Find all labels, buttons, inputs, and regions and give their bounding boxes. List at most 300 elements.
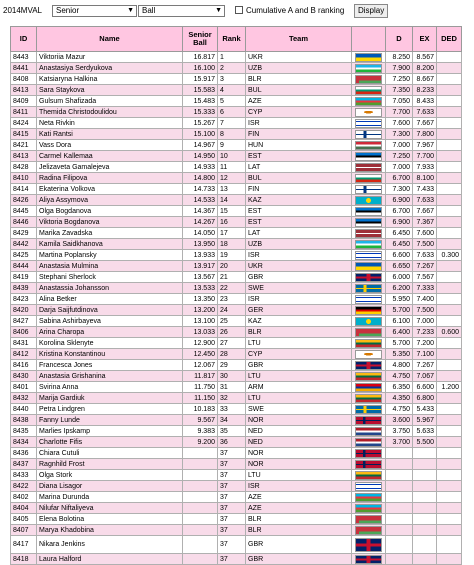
ltu-flag-icon — [355, 339, 382, 348]
cell-ex: 5.500 — [413, 437, 437, 448]
cell-ex: 7.700 — [413, 151, 437, 162]
header-id[interactable]: ID — [11, 27, 37, 52]
cell-d: 5.950 — [386, 294, 413, 305]
cell-id: 8420 — [11, 305, 37, 316]
cell-team: EST — [246, 151, 352, 162]
table-row — [11, 184, 462, 195]
cell-name: Marlies Ipskamp — [37, 426, 183, 437]
event-code-label: 2014MVAL — [3, 6, 42, 15]
cell-ded — [437, 470, 462, 481]
est-flag-icon — [355, 218, 382, 227]
flag-cell — [352, 294, 386, 305]
cell-ded — [437, 52, 462, 63]
cell-team: GBR — [246, 272, 352, 283]
cell-ex — [413, 514, 437, 525]
cell-ded — [437, 514, 462, 525]
cell-ded — [437, 195, 462, 206]
cell-id: 8441 — [11, 63, 37, 74]
flag-cell — [352, 492, 386, 503]
cell-ex: 7.233 — [413, 327, 437, 338]
flag-cell — [352, 107, 386, 118]
cell-team: FIN — [246, 184, 352, 195]
cell-ded — [437, 283, 462, 294]
cell-ded — [437, 525, 462, 536]
cell-id: 8435 — [11, 426, 37, 437]
cell-d — [386, 459, 413, 470]
flag-cell — [352, 437, 386, 448]
flag-cell — [352, 360, 386, 371]
cell-rank: 37 — [218, 481, 246, 492]
cell-senior-ball: 13.100 — [183, 316, 218, 327]
cell-team: GBR — [246, 554, 352, 565]
cell-team: BUL — [246, 173, 352, 184]
cell-senior-ball — [183, 525, 218, 536]
cell-ded — [437, 360, 462, 371]
cell-id: 8424 — [11, 118, 37, 129]
cell-ex — [413, 492, 437, 503]
isr-flag-icon — [355, 251, 382, 260]
cell-ded — [437, 261, 462, 272]
cell-id: 8432 — [11, 393, 37, 404]
cell-name: Anastasiya Serdyukova — [37, 63, 183, 74]
flag-cell — [352, 239, 386, 250]
table-row — [11, 206, 462, 217]
cell-id: 8410 — [11, 173, 37, 184]
cell-rank: 37 — [218, 492, 246, 503]
cell-name: Olga Bogdanova — [37, 206, 183, 217]
cell-rank: 12 — [218, 173, 246, 184]
cell-ex — [413, 554, 437, 565]
cell-id: 8413 — [11, 85, 37, 96]
cell-ded — [437, 96, 462, 107]
cell-name: Charlotte Fifis — [37, 437, 183, 448]
cell-d: 3.750 — [386, 426, 413, 437]
category-select-value: Senior — [56, 6, 80, 15]
cell-senior-ball: 10.183 — [183, 404, 218, 415]
fin-flag-icon — [355, 130, 382, 139]
cell-d: 7.000 — [386, 162, 413, 173]
cell-ex: 7.567 — [413, 272, 437, 283]
gbr-flag-icon — [355, 361, 382, 370]
cell-id: 8407 — [11, 525, 37, 536]
cell-name: Marina Durunda — [37, 492, 183, 503]
cell-team: GBR — [246, 360, 352, 371]
table-row — [11, 382, 462, 393]
header-name[interactable]: Name — [37, 27, 183, 52]
est-flag-icon — [355, 207, 382, 216]
cell-id: 8438 — [11, 415, 37, 426]
cell-team: LAT — [246, 162, 352, 173]
cell-ex: 7.067 — [413, 371, 437, 382]
cell-rank: 7 — [218, 118, 246, 129]
cell-name: Carmel Kallemaa — [37, 151, 183, 162]
chevron-down-icon: ▼ — [127, 7, 134, 14]
cell-d: 3.700 — [386, 437, 413, 448]
cell-rank: 24 — [218, 305, 246, 316]
display-button[interactable]: Display — [354, 4, 388, 18]
cell-id: 8428 — [11, 162, 37, 173]
flag-cell — [352, 52, 386, 63]
cell-d: 7.350 — [386, 85, 413, 96]
cell-senior-ball: 15.483 — [183, 96, 218, 107]
cell-ex: 8.667 — [413, 74, 437, 85]
cell-name: Fanny Lunde — [37, 415, 183, 426]
isr-flag-icon — [355, 482, 382, 491]
cell-name: Marija Gardiuk — [37, 393, 183, 404]
cell-team: LTU — [246, 393, 352, 404]
cell-d — [386, 514, 413, 525]
cell-senior-ball: 14.967 — [183, 140, 218, 151]
ltu-flag-icon — [355, 372, 382, 381]
cell-d — [386, 554, 413, 565]
cell-senior-ball — [183, 503, 218, 514]
ltu-flag-icon — [355, 471, 382, 480]
cell-senior-ball: 14.733 — [183, 184, 218, 195]
gbr-flag-icon — [355, 555, 382, 564]
cell-name: Diana Lisagor — [37, 481, 183, 492]
cell-name: Anastasia Grishanina — [37, 371, 183, 382]
cell-senior-ball: 13.567 — [183, 272, 218, 283]
cell-team: CYP — [246, 349, 352, 360]
cell-name: Radina Filipova — [37, 173, 183, 184]
table-row — [11, 107, 462, 118]
cell-ex: 8.233 — [413, 85, 437, 96]
table-row — [11, 151, 462, 162]
table-row — [11, 272, 462, 283]
cell-team: LTU — [246, 338, 352, 349]
cell-rank: 32 — [218, 393, 246, 404]
cell-senior-ball: 13.350 — [183, 294, 218, 305]
cell-ex: 7.000 — [413, 316, 437, 327]
gbr-flag-icon — [355, 538, 382, 552]
category-select[interactable] — [52, 5, 137, 17]
cell-team: GBR — [246, 536, 352, 554]
flag-cell — [352, 448, 386, 459]
cell-name: Alina Betker — [37, 294, 183, 305]
cell-ex — [413, 481, 437, 492]
cell-name: Francesca Jones — [37, 360, 183, 371]
cell-senior-ball: 13.917 — [183, 261, 218, 272]
cell-senior-ball: 15.917 — [183, 74, 218, 85]
cell-ex: 6.600 — [413, 382, 437, 393]
cell-rank: 20 — [218, 261, 246, 272]
cell-rank: 28 — [218, 349, 246, 360]
flag-cell — [352, 217, 386, 228]
flag-cell — [352, 525, 386, 536]
cell-ex: 5.967 — [413, 415, 437, 426]
swe-flag-icon — [355, 405, 382, 414]
cell-name: Sara Staykova — [37, 85, 183, 96]
cell-ded — [437, 415, 462, 426]
gbr-flag-icon — [355, 273, 382, 282]
flag-cell — [352, 305, 386, 316]
ukr-flag-icon — [355, 53, 382, 62]
fin-flag-icon — [355, 185, 382, 194]
cell-rank: 1 — [218, 52, 246, 63]
header-ded[interactable]: DED — [437, 27, 462, 52]
cell-name: Marika Zavadska — [37, 228, 183, 239]
cell-d: 7.250 — [386, 74, 413, 85]
swe-flag-icon — [355, 284, 382, 293]
flag-cell — [352, 283, 386, 294]
cell-ex: 8.100 — [413, 173, 437, 184]
est-flag-icon — [355, 152, 382, 161]
uzb-flag-icon — [355, 64, 382, 73]
cell-ex: 7.667 — [413, 118, 437, 129]
table-row — [11, 85, 462, 96]
nor-flag-icon — [355, 416, 382, 425]
cell-ex: 7.500 — [413, 305, 437, 316]
header-team[interactable]: Team — [246, 27, 352, 52]
table-row — [11, 371, 462, 382]
cell-d — [386, 503, 413, 514]
cell-senior-ball — [183, 470, 218, 481]
cell-id: 8445 — [11, 206, 37, 217]
flag-cell — [352, 261, 386, 272]
cell-rank: 37 — [218, 503, 246, 514]
flag-cell — [352, 162, 386, 173]
chevron-down-icon: ▼ — [215, 7, 222, 14]
cell-d: 4.800 — [386, 360, 413, 371]
cell-d: 7.250 — [386, 151, 413, 162]
cell-id: 8440 — [11, 404, 37, 415]
flag-cell — [352, 272, 386, 283]
cell-rank: 21 — [218, 272, 246, 283]
cell-id: 8433 — [11, 470, 37, 481]
flag-cell — [352, 349, 386, 360]
cell-senior-ball — [183, 554, 218, 565]
flag-cell — [352, 118, 386, 129]
flag-cell — [352, 151, 386, 162]
cell-team: HUN — [246, 140, 352, 151]
arm-flag-icon — [355, 383, 382, 392]
header-d[interactable]: D — [386, 27, 413, 52]
table-row — [11, 52, 462, 63]
cell-team: UZB — [246, 63, 352, 74]
cell-d: 7.300 — [386, 184, 413, 195]
cell-ex: 7.433 — [413, 184, 437, 195]
cell-id: 8411 — [11, 107, 37, 118]
table-row — [11, 250, 462, 261]
cell-ded — [437, 316, 462, 327]
cell-senior-ball — [183, 448, 218, 459]
header-senior-ball[interactable]: Senior Ball — [183, 27, 218, 52]
cell-id: 8406 — [11, 327, 37, 338]
cell-d: 6.200 — [386, 283, 413, 294]
cell-rank: 29 — [218, 360, 246, 371]
lat-flag-icon — [355, 163, 382, 172]
cell-ex: 8.567 — [413, 52, 437, 63]
cell-rank: 5 — [218, 96, 246, 107]
cell-ex: 8.433 — [413, 96, 437, 107]
isr-flag-icon — [355, 119, 382, 128]
cell-rank: 6 — [218, 107, 246, 118]
cell-ded — [437, 393, 462, 404]
cell-ded — [437, 371, 462, 382]
table-row — [11, 426, 462, 437]
cell-rank: 9 — [218, 140, 246, 151]
cell-senior-ball: 16.100 — [183, 63, 218, 74]
cell-senior-ball: 11.817 — [183, 371, 218, 382]
cell-ex: 7.100 — [413, 349, 437, 360]
blr-flag-icon — [355, 75, 382, 84]
cell-id: 8418 — [11, 554, 37, 565]
cell-senior-ball — [183, 492, 218, 503]
aze-flag-icon — [355, 504, 382, 513]
table-row — [11, 74, 462, 85]
cell-d: 7.600 — [386, 118, 413, 129]
cell-d — [386, 470, 413, 481]
cell-d: 4.750 — [386, 371, 413, 382]
cell-id: 8422 — [11, 481, 37, 492]
cell-senior-ball: 14.950 — [183, 151, 218, 162]
flag-cell — [352, 173, 386, 184]
cell-rank: 4 — [218, 85, 246, 96]
cell-name: Gulsum Shafizada — [37, 96, 183, 107]
flag-cell — [352, 250, 386, 261]
cell-senior-ball: 11.150 — [183, 393, 218, 404]
table-row — [11, 470, 462, 481]
cell-team: UZB — [246, 239, 352, 250]
flag-cell — [352, 327, 386, 338]
cell-team: KAZ — [246, 195, 352, 206]
table-row — [11, 415, 462, 426]
cell-rank: 23 — [218, 294, 246, 305]
flag-cell — [352, 129, 386, 140]
cell-name: Viktoriia Mazur — [37, 52, 183, 63]
flag-cell — [352, 63, 386, 74]
blr-flag-icon — [355, 515, 382, 524]
cell-ded — [437, 206, 462, 217]
cell-ex: 7.633 — [413, 195, 437, 206]
table-row — [11, 349, 462, 360]
cell-team: BLR — [246, 327, 352, 338]
uzb-flag-icon — [355, 240, 382, 249]
cell-rank: 30 — [218, 371, 246, 382]
cell-d: 8.250 — [386, 52, 413, 63]
cell-d: 7.700 — [386, 107, 413, 118]
cell-senior-ball: 9.567 — [183, 415, 218, 426]
cell-name: Kristina Konstantinou — [37, 349, 183, 360]
cell-id: 8431 — [11, 338, 37, 349]
cell-d: 6.450 — [386, 239, 413, 250]
cell-id: 8404 — [11, 503, 37, 514]
cell-name: Arina Charopa — [37, 327, 183, 338]
table-row — [11, 173, 462, 184]
cell-ex: 7.633 — [413, 250, 437, 261]
cell-team: SWE — [246, 283, 352, 294]
cell-ded — [437, 554, 462, 565]
cell-senior-ball: 14.800 — [183, 173, 218, 184]
cell-name: Elena Bolotina — [37, 514, 183, 525]
cell-name: Stephani Sherlock — [37, 272, 183, 283]
cell-ex — [413, 525, 437, 536]
cell-ex: 7.267 — [413, 261, 437, 272]
cell-id: 8426 — [11, 195, 37, 206]
cell-ded: 0.600 — [437, 327, 462, 338]
cell-team: EST — [246, 217, 352, 228]
aze-flag-icon — [355, 97, 382, 106]
flag-cell — [352, 85, 386, 96]
cell-ded: 1.200 — [437, 382, 462, 393]
cell-ex: 7.400 — [413, 294, 437, 305]
cell-rank: 37 — [218, 514, 246, 525]
header-ex[interactable]: EX — [413, 27, 437, 52]
cell-senior-ball: 14.267 — [183, 217, 218, 228]
cell-d: 7.900 — [386, 63, 413, 74]
cell-d: 6.650 — [386, 261, 413, 272]
table-row — [11, 448, 462, 459]
cell-senior-ball — [183, 514, 218, 525]
cell-ded — [437, 118, 462, 129]
flag-cell — [352, 503, 386, 514]
cell-senior-ball — [183, 481, 218, 492]
cell-d: 5.700 — [386, 338, 413, 349]
cell-senior-ball: 15.267 — [183, 118, 218, 129]
cell-rank: 26 — [218, 327, 246, 338]
ukr-flag-icon — [355, 262, 382, 271]
flag-cell — [352, 404, 386, 415]
cell-ded — [437, 129, 462, 140]
cell-senior-ball: 15.100 — [183, 129, 218, 140]
cell-team: GER — [246, 305, 352, 316]
header-rank[interactable]: Rank — [218, 27, 246, 52]
cell-ded — [437, 448, 462, 459]
cell-id: 8408 — [11, 74, 37, 85]
cell-rank: 13 — [218, 184, 246, 195]
cell-id: 8425 — [11, 250, 37, 261]
cell-name: Martina Poplansky — [37, 250, 183, 261]
flag-cell — [352, 481, 386, 492]
kaz-flag-icon — [355, 317, 382, 326]
ned-flag-icon — [355, 438, 382, 447]
table-row — [11, 514, 462, 525]
table-row — [11, 294, 462, 305]
blr-flag-icon — [355, 328, 382, 337]
cell-team: AZE — [246, 96, 352, 107]
flag-cell — [352, 554, 386, 565]
cell-team: ISR — [246, 118, 352, 129]
isr-flag-icon — [355, 295, 382, 304]
flag-cell — [352, 514, 386, 525]
cell-id: 8401 — [11, 382, 37, 393]
nor-flag-icon — [355, 449, 382, 458]
table-row — [11, 525, 462, 536]
flag-cell — [352, 415, 386, 426]
cell-name: Ekaterina Volkova — [37, 184, 183, 195]
cell-ex: 7.267 — [413, 360, 437, 371]
cell-ded: 0.300 — [437, 250, 462, 261]
cell-senior-ball: 12.067 — [183, 360, 218, 371]
ltu-flag-icon — [355, 394, 382, 403]
cell-d: 6.450 — [386, 228, 413, 239]
cell-id: 8423 — [11, 294, 37, 305]
apparatus-select[interactable] — [138, 5, 225, 17]
cumulative-checkbox[interactable] — [235, 6, 243, 14]
flag-cell — [352, 393, 386, 404]
cell-ex: 5.433 — [413, 404, 437, 415]
cell-ex: 7.367 — [413, 217, 437, 228]
cell-d: 6.900 — [386, 195, 413, 206]
cell-senior-ball: 12.900 — [183, 338, 218, 349]
table-row — [11, 217, 462, 228]
cell-ex — [413, 459, 437, 470]
cell-d: 6.100 — [386, 316, 413, 327]
cell-id: 8413 — [11, 151, 37, 162]
table-row — [11, 129, 462, 140]
cyp-flag-icon — [355, 108, 382, 117]
cell-d — [386, 448, 413, 459]
